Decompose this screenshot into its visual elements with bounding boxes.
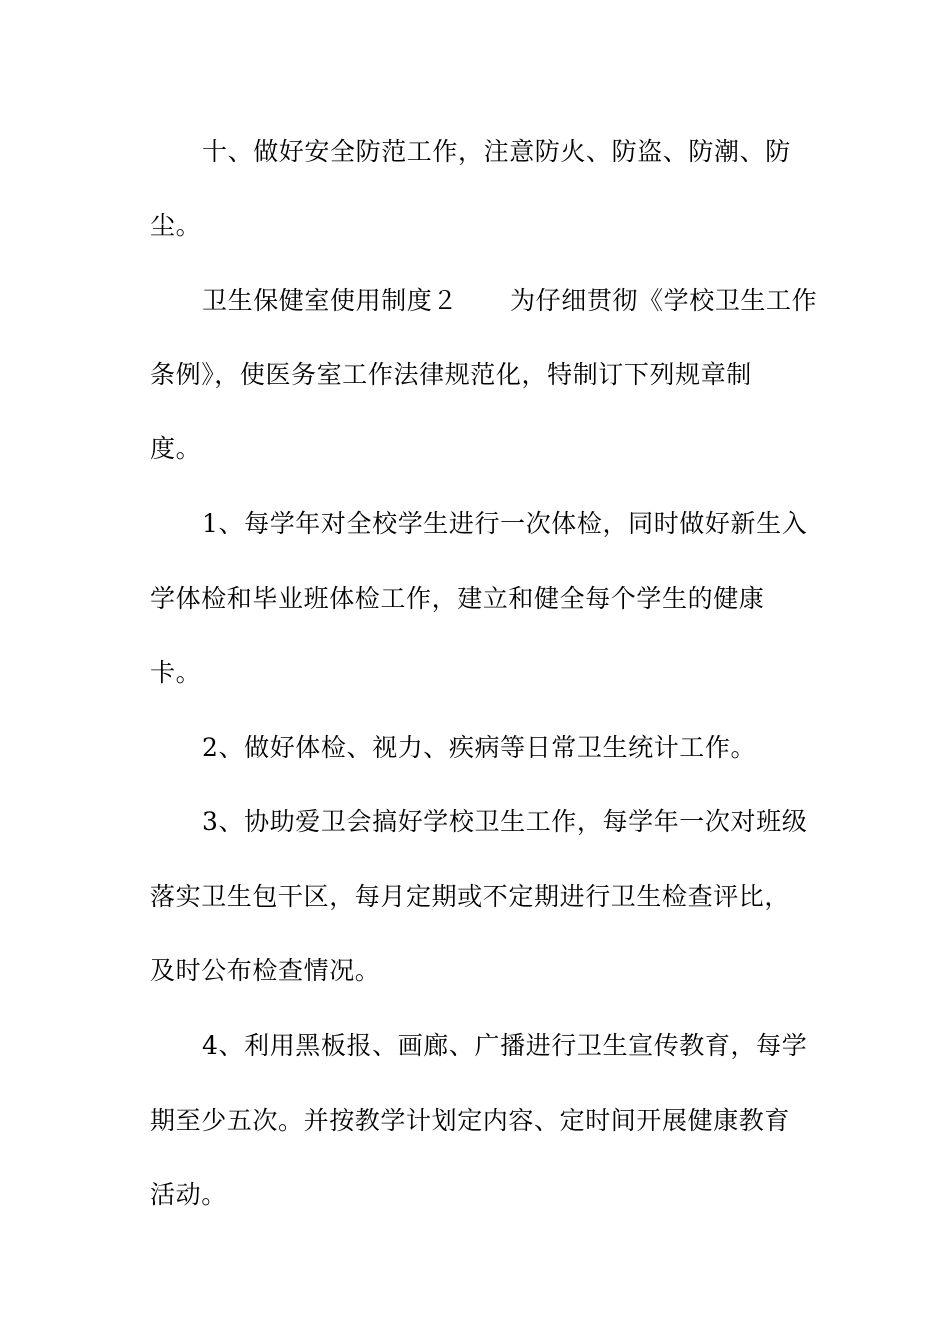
text-line: 尘。 — [150, 211, 202, 240]
section-title: 卫生保健室使用制度２ — [202, 286, 459, 315]
text-line: 度。 — [150, 434, 202, 463]
text-line: 及时公布检查情况。 — [150, 956, 381, 985]
text-line: 条例》，使医务室工作法律规范化，特制订下列规章制 — [150, 360, 752, 389]
text-line-heading — [202, 285, 817, 317]
text-line: 1、每学年对全校学生进行一次体检，同时做好新生入 — [202, 509, 808, 538]
text-line: 期至少五次。并按教学计划定内容、定时间开展健康教育 — [150, 1106, 791, 1135]
section-intro: 为仔细贯彻《学校卫生工作 — [510, 286, 818, 315]
text-line: 2、做好体检、视力、疾病等日常卫生统计工作。 — [202, 733, 757, 762]
text-line: 学体检和毕业班体检工作，建立和健全每个学生的健康 — [150, 584, 765, 613]
text-line: 活动。 — [150, 1180, 227, 1209]
text-line: 4、利用黑板报、画廊、广播进行卫生宣传教育，每学 — [202, 1031, 808, 1060]
text-line: 3、协助爱卫会搞好学校卫生工作，每学年一次对班级 — [202, 807, 808, 836]
text-line: 十、做好安全防范工作，注意防火、防盗、防潮、防 — [202, 137, 791, 166]
text-line: 卡。 — [150, 658, 202, 687]
text-line: 落实卫生包干区，每月定期或不定期进行卫生检查评比， — [150, 882, 791, 911]
